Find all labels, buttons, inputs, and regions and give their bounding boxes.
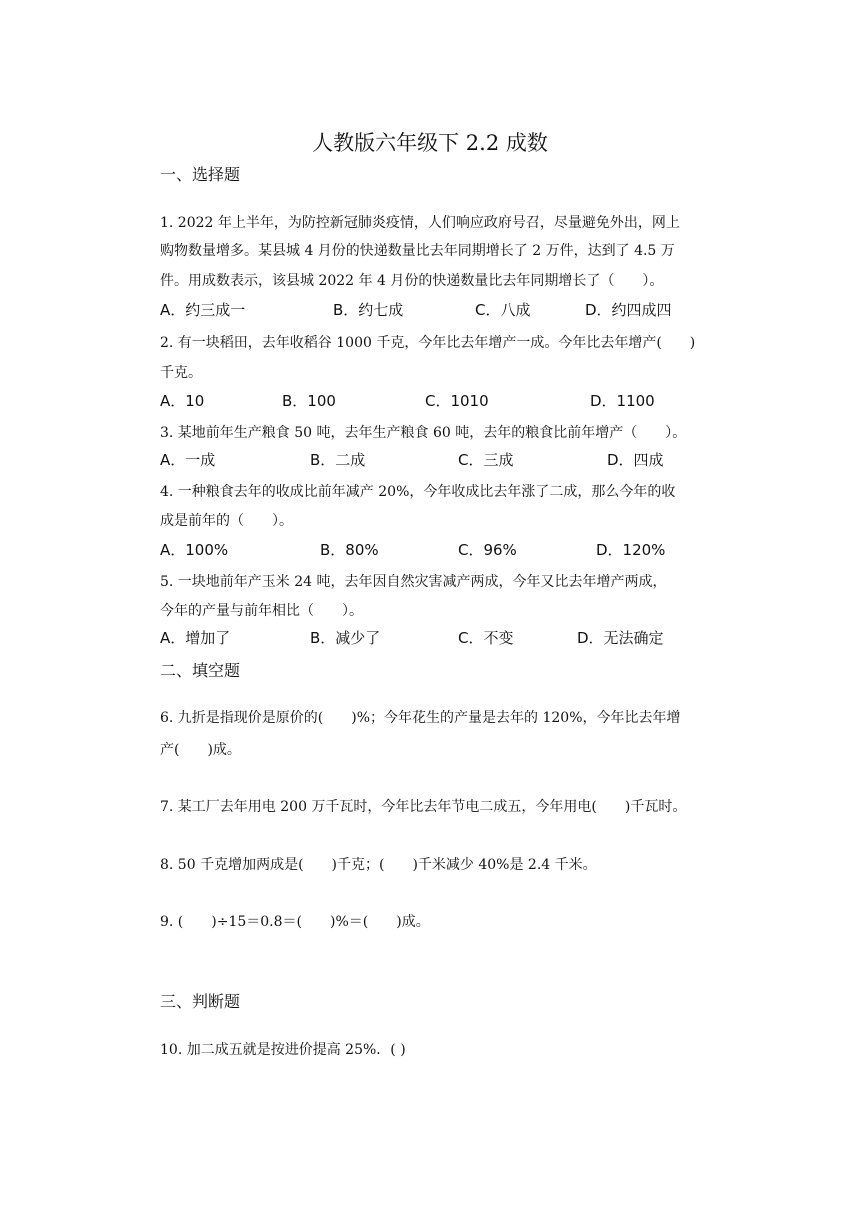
option-c: C．不变 xyxy=(458,629,514,647)
question-text-line: 件。用成数表示，该县城 2022 年 4 月份的快递数量比去年同期增长了（ ）。 xyxy=(160,273,664,289)
question-text-line: 1. 2022 年上半年，为防控新冠肺炎疫情，人们响应政府号召，尽量避免外出，网上 xyxy=(160,215,680,231)
question-10: 10. 加二成五就是按进价提高 25%．( ) xyxy=(160,1042,406,1058)
question-9: 9. ( )÷15＝0.8＝( )%＝( )成。 xyxy=(160,914,430,930)
option-b: B．二成 xyxy=(310,451,366,469)
question-7: 7. 某工厂去年用电 200 万千瓦时，今年比去年节电二成五，今年用电( )千瓦时。 xyxy=(160,799,687,815)
option-d: D．无法确定 xyxy=(577,629,664,647)
page-title: 人教版六年级下 2.2 成数 xyxy=(312,131,548,155)
section-heading-fill-in: 二、填空题 xyxy=(160,661,241,680)
question-text-line: 3. 某地前年生产粮食 50 吨，去年生产粮食 60 吨，去年的粮食比前年增产（ ）。 xyxy=(160,425,687,441)
option-a: A．一成 xyxy=(160,451,216,469)
question-text-line: 购物数量增多。某县城 4 月份的快递数量比去年同期增长了 2 万件，达到了 4.5 万 xyxy=(160,243,675,259)
option-c: C．96% xyxy=(458,541,517,559)
option-b: B．100 xyxy=(282,392,336,410)
option-a: A．10 xyxy=(160,392,205,410)
option-a: A．100% xyxy=(160,541,229,559)
option-b: B．80% xyxy=(320,541,379,559)
option-c: C．1010 xyxy=(425,392,489,410)
option-d: D．120% xyxy=(596,541,666,559)
question-text-line: 5. 一块地前年产玉米 24 吨，去年因自然灾害减产两成，今年又比去年增产两成， xyxy=(160,574,667,590)
option-b: B．减少了 xyxy=(310,629,381,647)
option-c: C．八成 xyxy=(475,301,531,319)
question-text-line: 产( )成。 xyxy=(160,742,241,758)
question-text-line: 2. 有一块稻田，去年收稻谷 1000 千克，今年比去年增产一成。今年比去年增产( ) xyxy=(160,335,696,351)
question-text-line: 今年的产量与前年相比（ ）。 xyxy=(160,603,363,619)
option-d: D．四成 xyxy=(607,451,664,469)
option-d: D．约四成四 xyxy=(585,301,672,319)
question-text-line: 成是前年的（ ）。 xyxy=(160,513,293,529)
option-a: A．增加了 xyxy=(160,629,231,647)
section-heading-judgment: 三、判断题 xyxy=(160,992,241,1011)
option-b: B．约七成 xyxy=(333,301,404,319)
section-heading-choice: 一、选择题 xyxy=(160,165,241,184)
option-a: A．约三成一 xyxy=(160,301,246,319)
question-text-line: 4. 一种粮食去年的收成比前年减产 20%，今年收成比去年涨了二成，那么今年的收 xyxy=(160,484,676,500)
option-d: D．1100 xyxy=(590,392,655,410)
question-text-line: 千克。 xyxy=(160,365,202,381)
question-8: 8. 50 千克增加两成是( )千克；( )千米减少 40%是 2.4 千米。 xyxy=(160,857,597,873)
question-text-line: 6. 九折是指现价是原价的( )%；今年花生的产量是去年的 120%，今年比去年增 xyxy=(160,710,681,726)
option-c: C．三成 xyxy=(458,451,514,469)
